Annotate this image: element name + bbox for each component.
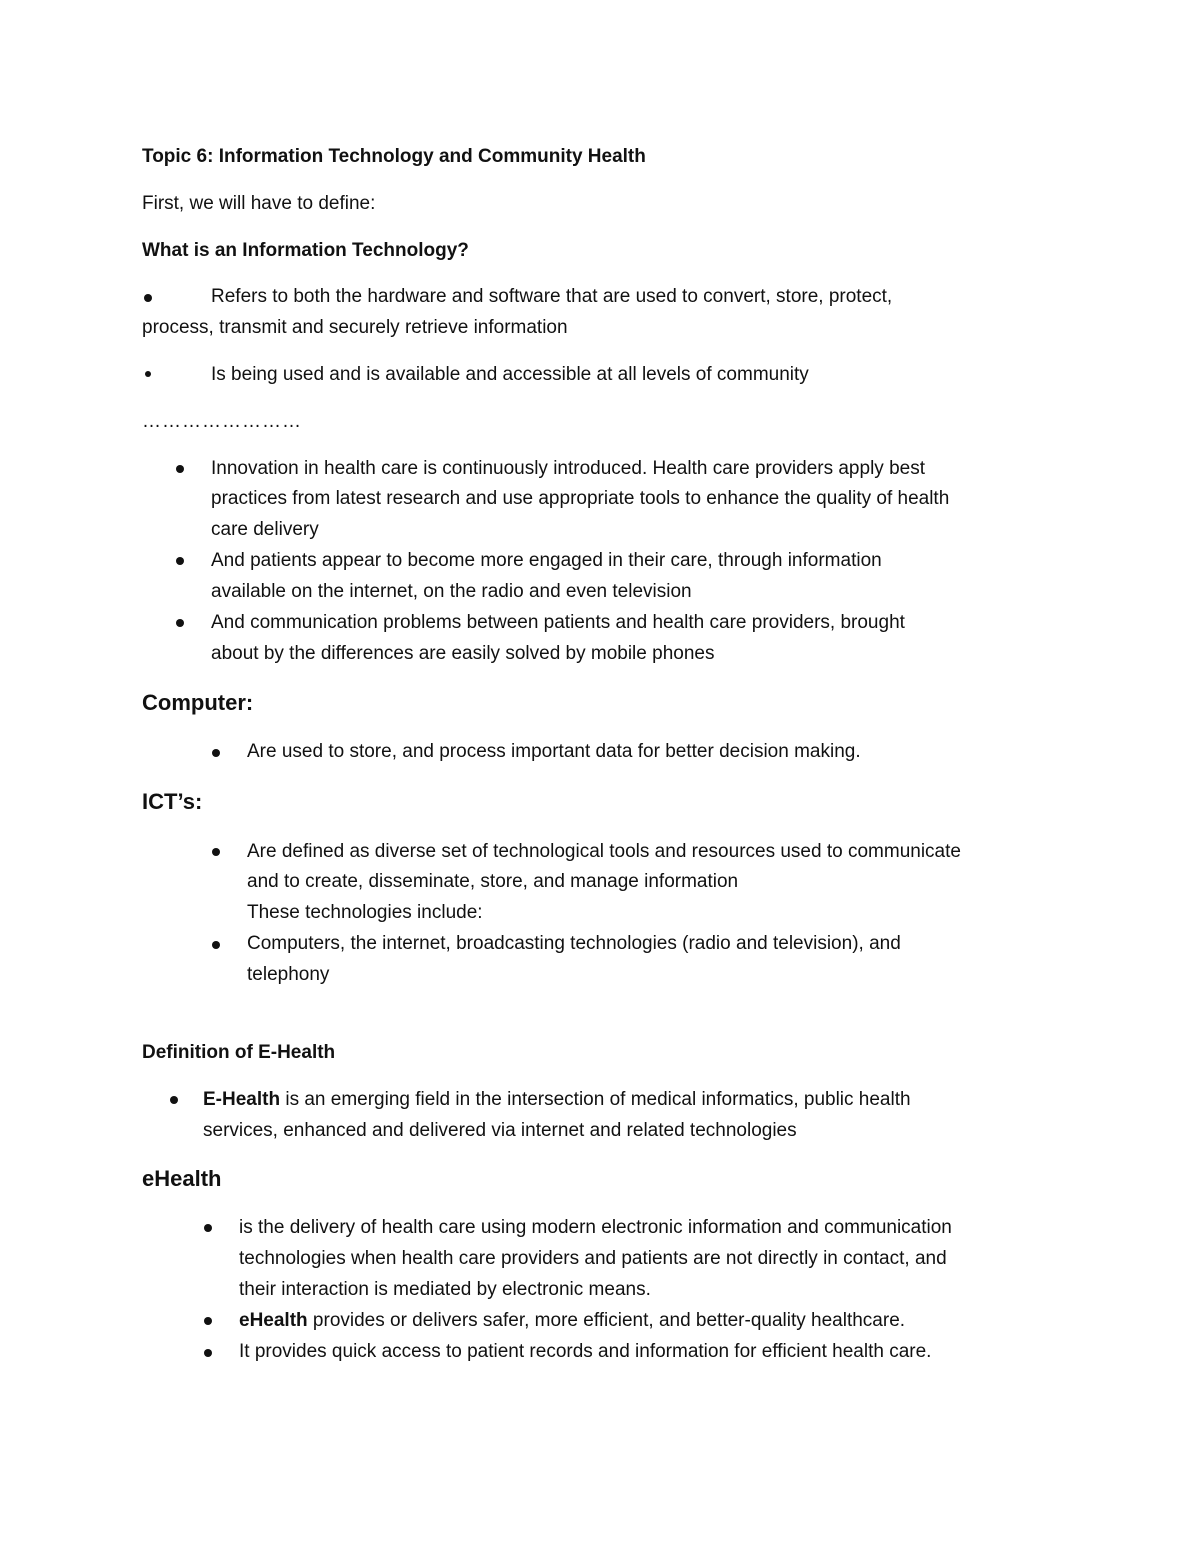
ehealth-bullet-3: It provides quick access to patient records and information for efficient health care. [239, 1341, 932, 1362]
innovation-bullet-1-line-3: care delivery [211, 519, 319, 540]
innovation-bullet-2-line-2: available on the internet, on the radio and even television [211, 581, 692, 602]
icts-bullet-2-line-2: telephony [247, 964, 330, 985]
ehealth-bullet-1-line-1: is the delivery of health care using modern electronic information and communication [239, 1217, 952, 1238]
bullet-icon [176, 465, 184, 473]
bullet-icon [212, 749, 220, 757]
icts-heading: ICT’s: [142, 789, 203, 814]
innovation-bullet-3-line-2: about by the differences are easily solved by mobile phones [211, 643, 715, 664]
it-bullet-2: Is being used and is available and accessible at all levels of community [211, 364, 809, 385]
ehealth-definition-bullet-line-1 [203, 1088, 911, 1112]
bullet-icon [176, 557, 184, 565]
ehealth-bullet-1-line-3: their interaction is mediated by electronic means. [239, 1279, 651, 1300]
bullet-icon [170, 1096, 178, 1104]
page-title: Topic 6: Information Technology and Community Health [142, 146, 646, 167]
it-bullet-1-line-1: Refers to both the hardware and software that are used to convert, store, protect, [211, 286, 893, 307]
bullet-icon [204, 1224, 212, 1232]
it-heading: What is an Information Technology? [142, 240, 469, 261]
computer-heading: Computer: [142, 690, 254, 715]
bullet-icon [144, 294, 152, 302]
it-bullet-1-line-2: process, transmit and securely retrieve information [142, 317, 568, 338]
icts-bullet-1-line-2: and to create, disseminate, store, and manage information [247, 871, 739, 892]
bullet-icon [204, 1349, 212, 1357]
ehealth-term: E-Health [203, 1089, 281, 1110]
icts-bullet-1-line-3: These technologies include: [247, 902, 483, 923]
ehealth-bullet-2-rest: provides or delivers safer, more efficient, and better-quality healthcare. [307, 1310, 906, 1331]
ehealth-bullet-1-line-2: technologies when health care providers and patients are not directly in contact, and [239, 1248, 947, 1269]
icts-bullet-2-line-1: Computers, the internet, broadcasting technologies (radio and television), and [247, 933, 901, 954]
ehealth-heading: eHealth [142, 1166, 222, 1191]
separator-dots: …………………… [142, 411, 302, 432]
ehealth-bullet-2 [239, 1309, 905, 1333]
innovation-bullet-1-line-1: Innovation in health care is continuously introduced. Health care providers apply best [211, 458, 925, 479]
ehealth-definition-heading: Definition of E-Health [142, 1042, 336, 1063]
bullet-icon [212, 941, 220, 949]
innovation-bullet-2-line-1: And patients appear to become more engaged in their care, through information [211, 550, 882, 571]
ehealth-term: eHealth [239, 1310, 308, 1331]
innovation-bullet-3-line-1: And communication problems between patients and health care providers, brought [211, 612, 905, 633]
bullet-icon [176, 619, 184, 627]
icts-bullet-1-line-1: Are defined as diverse set of technological tools and resources used to communicate [247, 841, 961, 862]
ehealth-definition-bullet-line-2: services, enhanced and delivered via internet and related technologies [203, 1120, 797, 1141]
bullet-icon [145, 371, 151, 377]
innovation-bullet-1-line-2: practices from latest research and use appropriate tools to enhance the quality of health [211, 488, 950, 509]
computer-bullet-1: Are used to store, and process important data for better decision making. [247, 741, 861, 762]
ehealth-definition-rest: is an emerging field in the intersection of medical informatics, public health [280, 1089, 911, 1110]
intro-text: First, we will have to define: [142, 193, 376, 214]
bullet-icon [212, 848, 220, 856]
bullet-icon [204, 1317, 212, 1325]
